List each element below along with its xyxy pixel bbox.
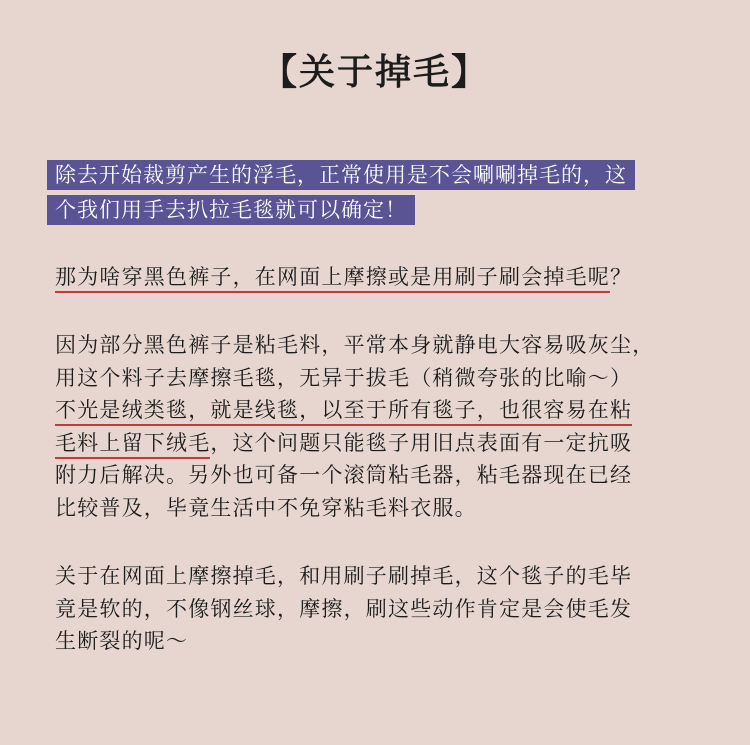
text-line: 生断裂的呢～ <box>55 629 189 653</box>
text-line: 附力后解决。另外也可备一个滚筒粘毛器，粘毛器现在已经 <box>55 463 633 487</box>
page-title: 【关于掉毛】 <box>260 51 489 93</box>
text-line-underlined <box>55 394 735 427</box>
question-mark: ？ <box>610 265 633 289</box>
text-line: 用这个料子去摩擦毛毯，无异于拔毛（稍微夸张的比喻～） <box>55 365 633 390</box>
question-paragraph <box>55 262 735 292</box>
intro-highlight-line: 除去开始裁剪产生的浮毛，正常使用是不会唰唰掉毛的，这 <box>47 160 635 190</box>
answer-paragraph-1 <box>55 329 735 524</box>
text-line: 关于在网面上摩擦掉毛，和用刷子刷掉毛，这个毯子的毛毕 <box>55 564 633 588</box>
text-line: 因为部分黑色裤子是粘毛料，平常本身就静电大容易吸灰尘， <box>55 333 655 357</box>
underlined-text: 不光是绒类毯，就是线毯，以至于所有毯子，也很容易在粘 <box>55 398 632 426</box>
intro-highlight-line: 个我们用手去扒拉毛毯就可以确定！ <box>47 195 415 225</box>
underlined-question: 那为啥穿黑色裤子，在网面上摩擦或是用刷子刷会掉毛呢 <box>55 265 610 293</box>
plain-text: ，这个问题只能毯子用旧点表面有一定抗吸 <box>210 430 633 455</box>
intro-highlight <box>47 160 635 230</box>
text-line: 比较普及，毕竟生活中不免穿粘毛料衣服。 <box>55 495 477 520</box>
text-line <box>55 427 735 460</box>
text-line: 竟是软的，不像钢丝球，摩擦，刷这些动作肯定是会使毛发 <box>55 596 633 621</box>
answer-paragraph-2 <box>55 560 735 658</box>
underlined-text: 毛料上留下绒毛 <box>55 431 210 459</box>
